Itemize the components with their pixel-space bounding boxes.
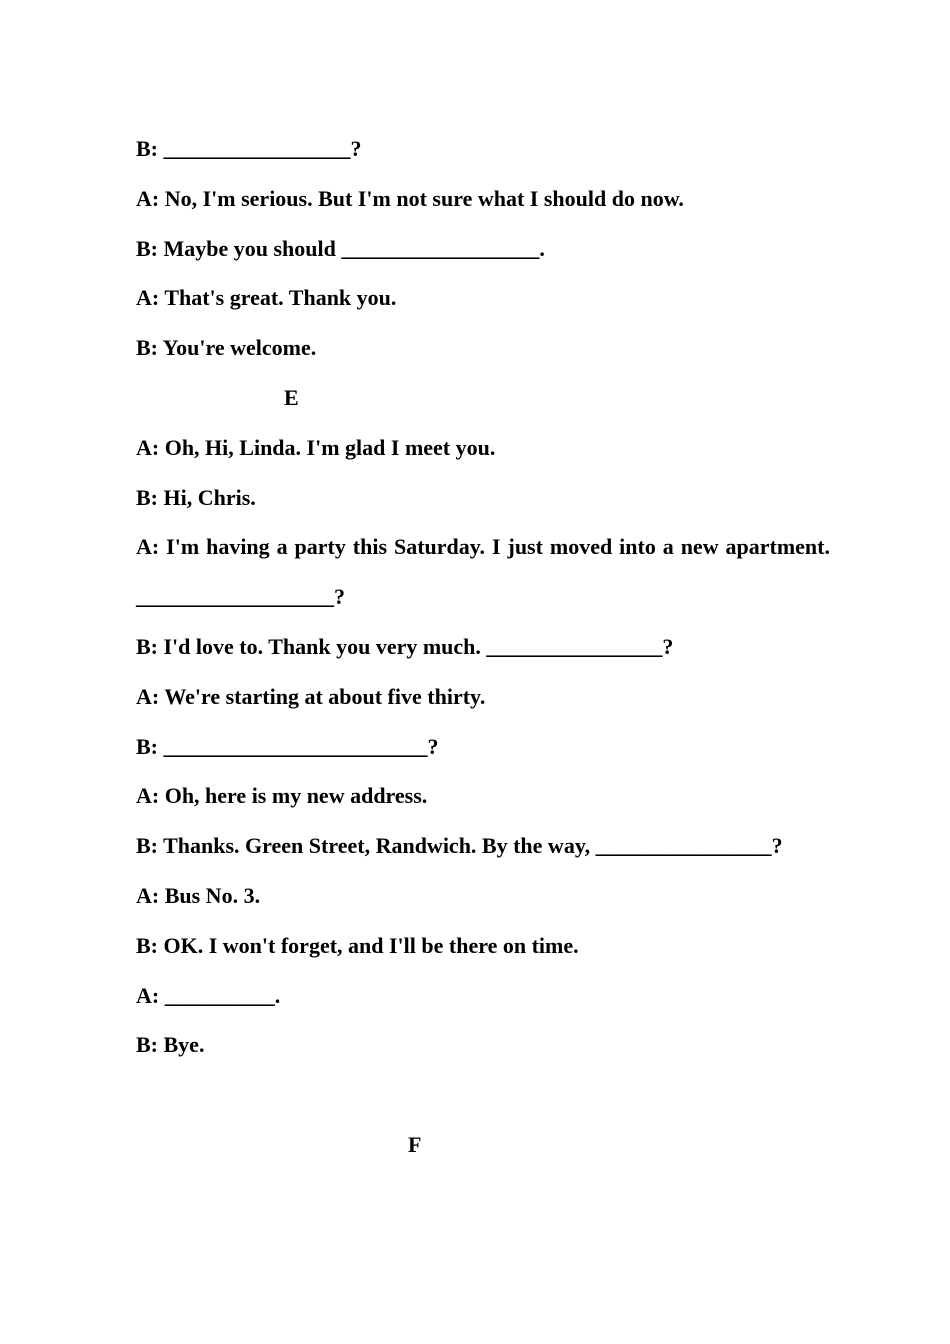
- dialogue-line: B: ________________________?: [136, 733, 439, 759]
- dialogue-line: B: I'd love to. Thank you very much. ________________?: [136, 633, 674, 659]
- dialogue-line: A: Oh, Hi, Linda. I'm glad I meet you.: [136, 434, 496, 460]
- dialogue-line: B: Thanks. Green Street, Randwich. By the way, ________________?: [136, 833, 783, 859]
- dialogue-line: A: __________.: [136, 982, 281, 1008]
- spacer: [136, 1070, 830, 1120]
- dialogue-line: B: OK. I won't forget, and I'll be there on time.: [136, 932, 579, 958]
- dialogue-line: A: We're starting at about five thirty.: [136, 683, 486, 709]
- section-heading-e: E: [284, 384, 299, 410]
- dialogue-line: B: Bye.: [136, 1032, 205, 1058]
- dialogue-line: A: Oh, here is my new address.: [136, 783, 428, 809]
- dialogue-line: B: You're welcome.: [136, 335, 317, 361]
- dialogue-text: [136, 124, 830, 1170]
- dialogue-line: A: That's great. Thank you.: [136, 285, 397, 311]
- dialogue-line: A: I'm having a party this Saturday. I just moved into a new apartment. __________________?: [136, 534, 830, 610]
- dialogue-line: A: Bus No. 3.: [136, 882, 261, 908]
- dialogue-line: B: _________________?: [136, 136, 362, 161]
- dialogue-line: B: Hi, Chris.: [136, 484, 256, 510]
- dialogue-line: B: Maybe you should __________________.: [136, 235, 545, 261]
- dialogue-line: A: No, I'm serious. But I'm not sure what I should do now.: [136, 185, 684, 211]
- section-heading-f: F: [408, 1131, 422, 1157]
